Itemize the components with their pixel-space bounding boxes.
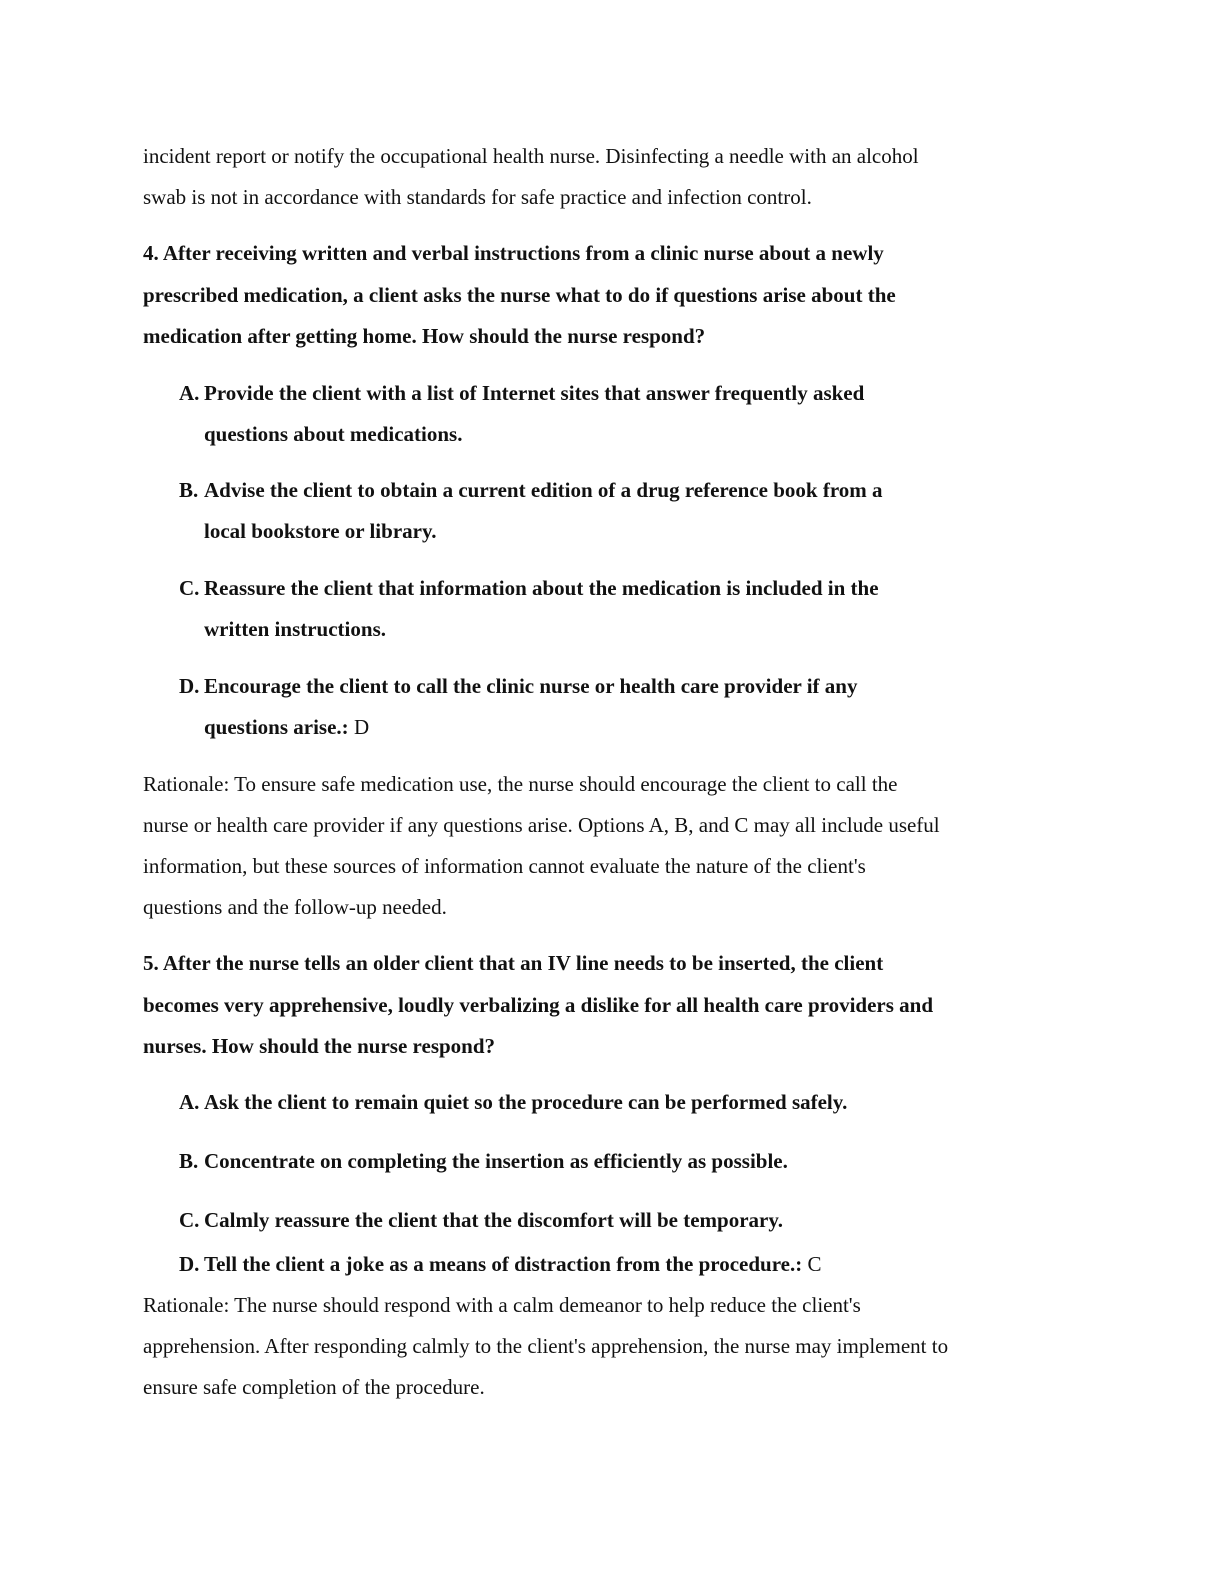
- option-text-continued: questions about medications.: [204, 422, 463, 446]
- option-text: Advise the client to obtain a current edition of a drug reference book from a: [204, 478, 883, 502]
- option-d: [179, 1251, 822, 1277]
- option-letter: D.: [179, 674, 200, 698]
- option-text-continued: written instructions.: [204, 617, 386, 641]
- rationale-line: Rationale: The nurse should respond with a calm demeanor to help reduce the client's: [143, 1293, 861, 1317]
- question-stem-line: 4. After receiving written and verbal instructions from a clinic nurse about a newly: [143, 241, 884, 265]
- question-stem-line: 5. After the nurse tells an older client that an IV line needs to be inserted, the client: [143, 951, 884, 975]
- option-letter: C.: [179, 576, 200, 600]
- option-text: Provide the client with a list of Internet sites that answer frequently asked: [204, 381, 865, 405]
- option-text: Reassure the client that information about the medication is included in the: [204, 576, 879, 600]
- option-text-continued: [204, 714, 369, 740]
- option-text: Ask the client to remain quiet so the procedure can be performed safely.: [204, 1090, 848, 1114]
- option-text: Tell the client a joke as a means of distraction from the procedure.:: [204, 1252, 803, 1276]
- rationale-line: apprehension. After responding calmly to the client's apprehension, the nurse may implement to: [143, 1334, 949, 1358]
- rationale-line: questions and the follow-up needed.: [143, 895, 447, 919]
- rationale-line: ensure safe completion of the procedure.: [143, 1375, 485, 1399]
- option-c: [179, 575, 879, 601]
- question-stem-line: prescribed medication, a client asks the nurse what to do if questions arise about the: [143, 283, 896, 307]
- question-stem-line: nurses. How should the nurse respond?: [143, 1034, 496, 1058]
- rationale-line: swab is not in accordance with standards for safe practice and infection control.: [143, 185, 812, 209]
- option-d: [179, 673, 857, 699]
- option-letter: B.: [179, 1149, 199, 1173]
- rationale-line: Rationale: To ensure safe medication use, the nurse should encourage the client to call the: [143, 772, 898, 796]
- option-text: Encourage the client to call the clinic nurse or health care provider if any: [204, 674, 858, 698]
- option-a: [179, 1089, 847, 1115]
- rationale-line: information, but these sources of information cannot evaluate the nature of the client's: [143, 854, 866, 878]
- answer-key: C: [802, 1252, 822, 1276]
- question-stem-line: becomes very apprehensive, loudly verbalizing a dislike for all health care providers and: [143, 993, 934, 1017]
- answer-key: D: [348, 715, 370, 739]
- option-b: [179, 1148, 788, 1174]
- option-letter: B.: [179, 478, 199, 502]
- option-text: Concentrate on completing the insertion as efficiently as possible.: [204, 1149, 788, 1173]
- option-c: [179, 1207, 783, 1233]
- option-letter: A.: [179, 1090, 200, 1114]
- option-a: [179, 380, 864, 406]
- option-letter: C.: [179, 1208, 200, 1232]
- option-letter: D.: [179, 1252, 200, 1276]
- rationale-line: nurse or health care provider if any questions arise. Options A, B, and C may all include useful: [143, 813, 940, 837]
- option-letter: A.: [179, 381, 200, 405]
- option-text: questions arise.:: [204, 715, 349, 739]
- question-stem-line: medication after getting home. How should the nurse respond?: [143, 324, 706, 348]
- option-text-continued: local bookstore or library.: [204, 519, 437, 543]
- option-b: [179, 477, 883, 503]
- rationale-line: incident report or notify the occupational health nurse. Disinfecting a needle with an alcohol: [143, 144, 919, 168]
- option-text: Calmly reassure the client that the discomfort will be temporary.: [204, 1208, 783, 1232]
